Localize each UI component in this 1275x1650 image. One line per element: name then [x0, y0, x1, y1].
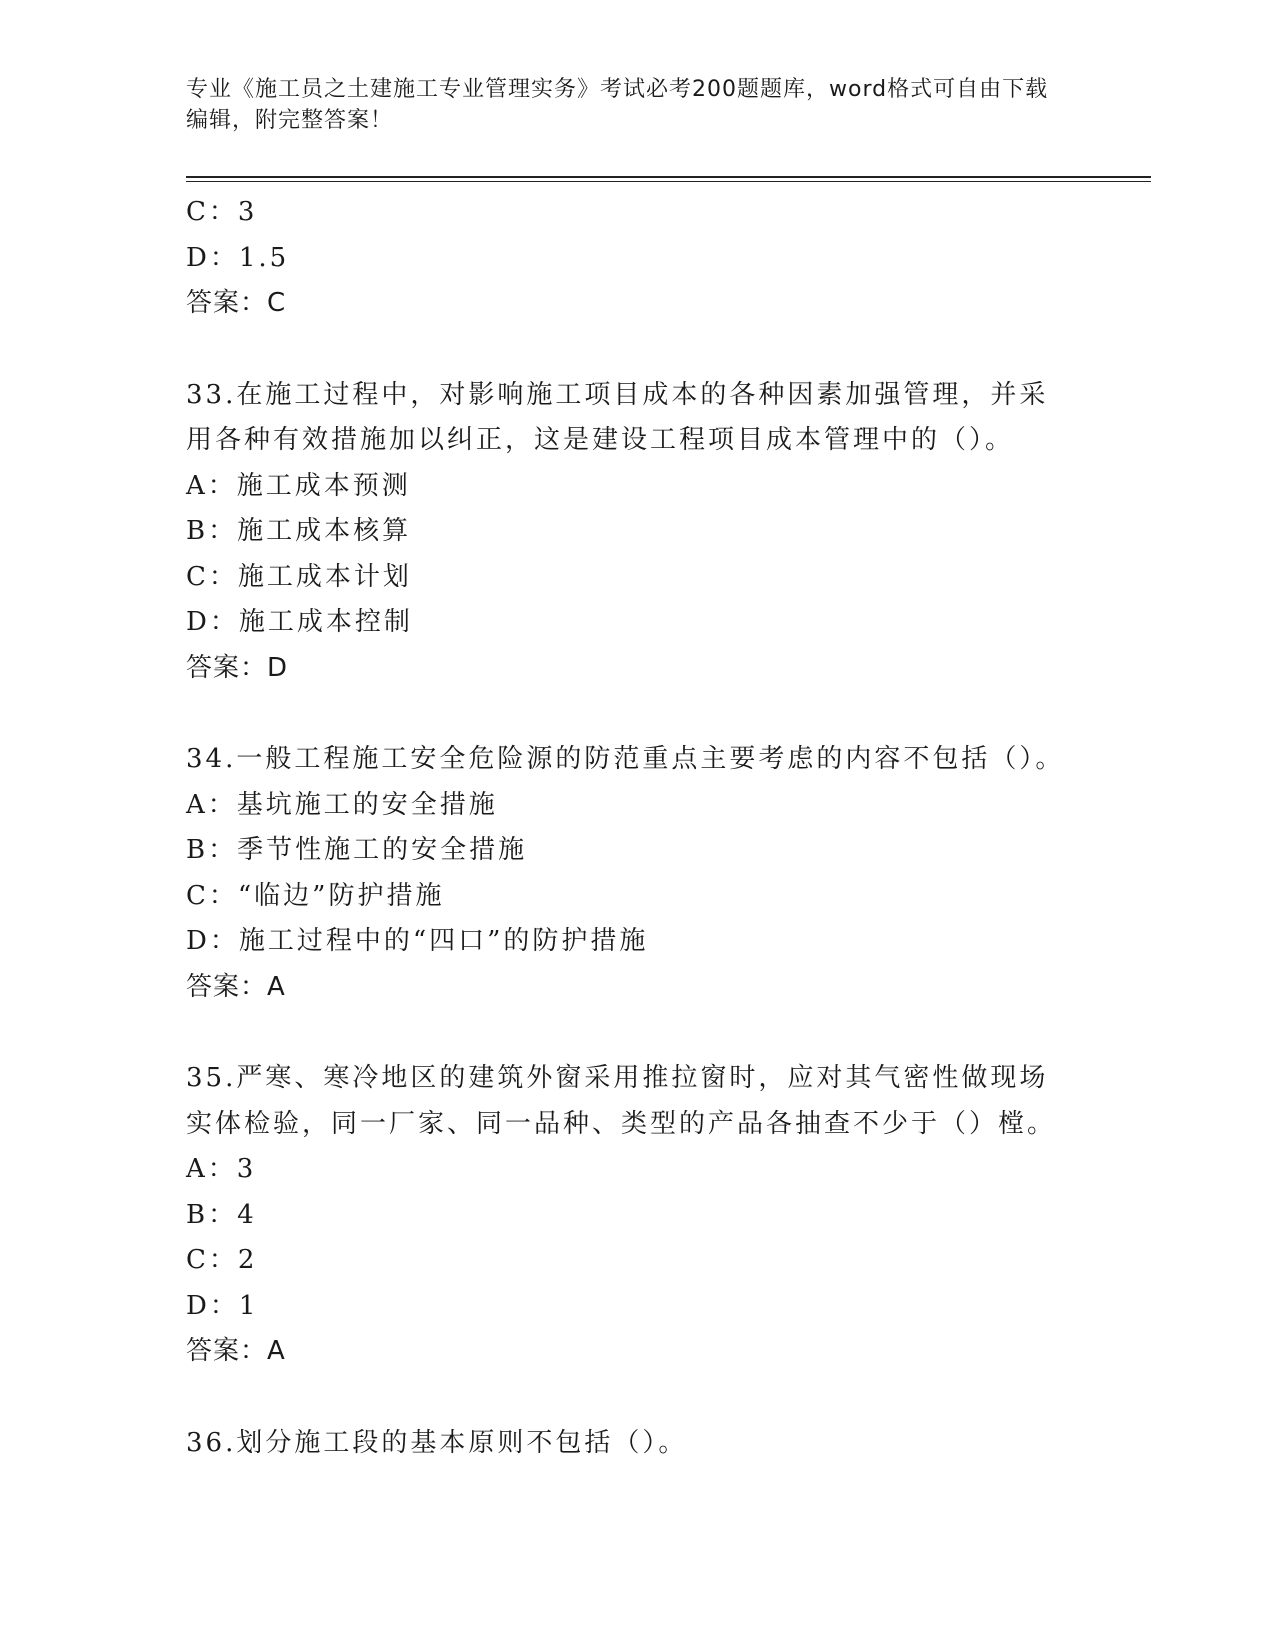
answer-label: 答案：A — [186, 971, 286, 1002]
option-c: C：施工成本计划 — [186, 561, 412, 592]
option-c: C：3 — [186, 197, 258, 227]
option-a: A：基坑施工的安全措施 — [186, 789, 498, 820]
header-divider-thin — [186, 181, 1151, 182]
option-b: B：4 — [186, 1199, 257, 1230]
question-stem: 36.划分施工段的基本原则不包括（）。 — [186, 1427, 688, 1458]
option-b: B：季节性施工的安全措施 — [186, 835, 528, 865]
option-c: C：2 — [186, 1245, 258, 1275]
option-d: D：施工成本控制 — [186, 607, 413, 637]
option-d: D：施工过程中的“四口”的防护措施 — [186, 926, 649, 956]
option-b: B：施工成本核算 — [186, 516, 412, 546]
answer-label: 答案：A — [186, 1336, 286, 1366]
question-stem: 34.一般工程施工安全危险源的防范重点主要考虑的内容不包括（）。 — [186, 744, 1065, 774]
answer-label: 答案：D — [186, 652, 289, 683]
question-34 — [186, 737, 1086, 1010]
document-header: 专业《施工员之土建施工专业管理实务》考试必考200题题库，word格式可自由下载编辑，附完整答案！ — [186, 77, 1049, 133]
question-list — [186, 190, 1086, 1466]
question-continuation — [186, 190, 1086, 327]
option-d: D：1 — [186, 1290, 259, 1321]
answer-label: 答案：C — [186, 288, 287, 318]
question-stem: 33.在施工过程中，对影响施工项目成本的各种因素加强管理，并采用各种有效措施加以纠正，这是建设工程项目成本管理中的（）。 — [186, 379, 1049, 455]
question-stem: 35.严寒、寒冷地区的建筑外窗采用推拉窗时，应对其气密性做现场实体检验，同一厂家、同一品种、类型的产品各抽查不少于（）樘。 — [186, 1063, 1057, 1139]
option-d: D：1.5 — [186, 242, 290, 273]
question-36 — [186, 1421, 1086, 1467]
option-a: A：3 — [186, 1154, 257, 1184]
header-divider-thick — [186, 176, 1151, 178]
option-c: C：“临边”防护措施 — [186, 880, 445, 911]
question-33 — [186, 373, 1086, 692]
option-a: A：施工成本预测 — [186, 470, 411, 501]
question-35 — [186, 1056, 1086, 1375]
